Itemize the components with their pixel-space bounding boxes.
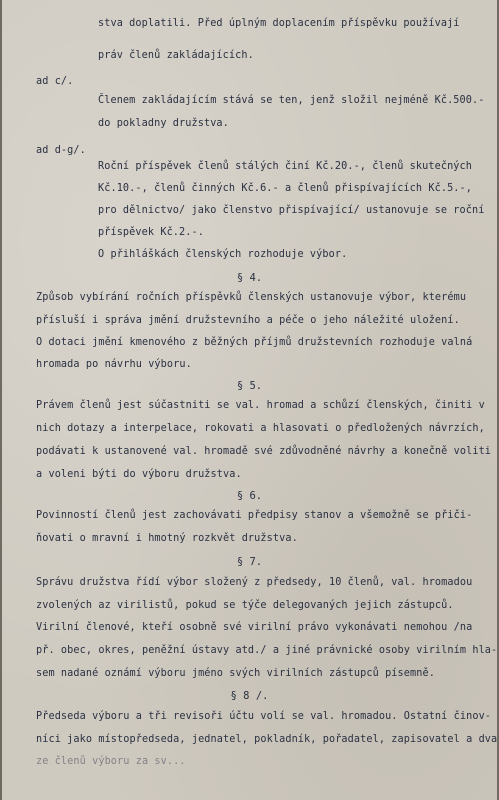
text-line: do pokladny družstva. <box>98 118 229 129</box>
text-line: Způsob vybírání ročních příspěvků členských ustanovuje výbor, kterému <box>36 292 467 303</box>
text-line: pro dělnictvo/ jako členstvo přispívající/ ustanovuje se roční <box>98 205 485 216</box>
section-heading: § 6. <box>236 490 263 502</box>
text-line: sem nadané oznámí výboru jméno svých virilních zástupců písemně. <box>36 668 435 679</box>
section-heading: § 5. <box>236 380 263 392</box>
text-line: Správu družstva řídí výbor složený z předsedy, 10 členů, val. hromadou <box>36 577 473 588</box>
text-line: př. obec, okres, peněžní ústavy atd./ a jiné právnické osoby virilním hla- <box>36 645 497 656</box>
text-line: Členem zakládajícím stává se ten, jenž složil nejméně Kč.500.- <box>98 95 485 106</box>
text-line: Roční příspěvek členů stálých činí Kč.20.-, členů skutečných <box>98 161 473 172</box>
text-line: práv členů zakládajících. <box>98 50 254 61</box>
text-line: ad d-g/. <box>36 145 86 156</box>
text-line: ňovati o mravní i hmotný rozkvět družstva. <box>36 533 298 544</box>
section-heading: § 4. <box>236 272 263 284</box>
text-line: Povinností členů jest zachovávati předpisy stanov a všemožně se přiči- <box>36 510 473 521</box>
text-line: Virilní členové, kteří osobně své virilní právo vykonávati nemohou /na <box>36 622 473 633</box>
text-line: nich dotazy a interpelace, rokovati a hlasovati o předložených návrzích, <box>36 423 485 434</box>
text-line: ad c/. <box>36 76 74 87</box>
text-line: zvolených az virilistů, pokud se týče delegovaných jejich zástupců. <box>36 600 454 611</box>
section-heading: § 7. <box>236 556 263 568</box>
text-line: O dotaci jmění kmenového z běžných příjmů družstevních rozhoduje valná <box>36 337 473 348</box>
text-line-faint: ze členů výboru za sv... <box>36 756 186 767</box>
section-heading: § 8 /. <box>230 690 269 702</box>
text-line: O přihláškách členských rozhoduje výbor. <box>98 249 348 260</box>
text-line: a voleni býti do výboru družstva. <box>36 469 242 480</box>
text-line: podávati k ustanovené val. hromadě své zdůvodněné návrhy a konečně voliti <box>36 446 492 457</box>
text-line: stva doplatili. Před úplným doplacením příspěvku používají <box>98 18 460 29</box>
text-line: níci jako místopředseda, jednatel, pokladník, pořadatel, zapisovatel a dva <box>36 734 497 745</box>
document-page <box>2 0 497 800</box>
text-line: hromada po návrhu výboru. <box>36 359 192 370</box>
text-line: Předseda výboru a tři revisoři účtu volí se val. hromadou. Ostatní činov- <box>36 711 492 722</box>
text-line: Kč.10.-, členů činných Kč.6.- a členů přispívajících Kč.5.-, <box>98 183 473 194</box>
text-line: Právem členů jest súčastniti se val. hromad a schůzí členských, činiti v <box>36 400 485 411</box>
text-line: příspěvek Kč.2.-. <box>98 227 204 238</box>
text-line: přísluší i správa jmění družstevního a péče o jeho náležité uložení. <box>36 315 460 326</box>
